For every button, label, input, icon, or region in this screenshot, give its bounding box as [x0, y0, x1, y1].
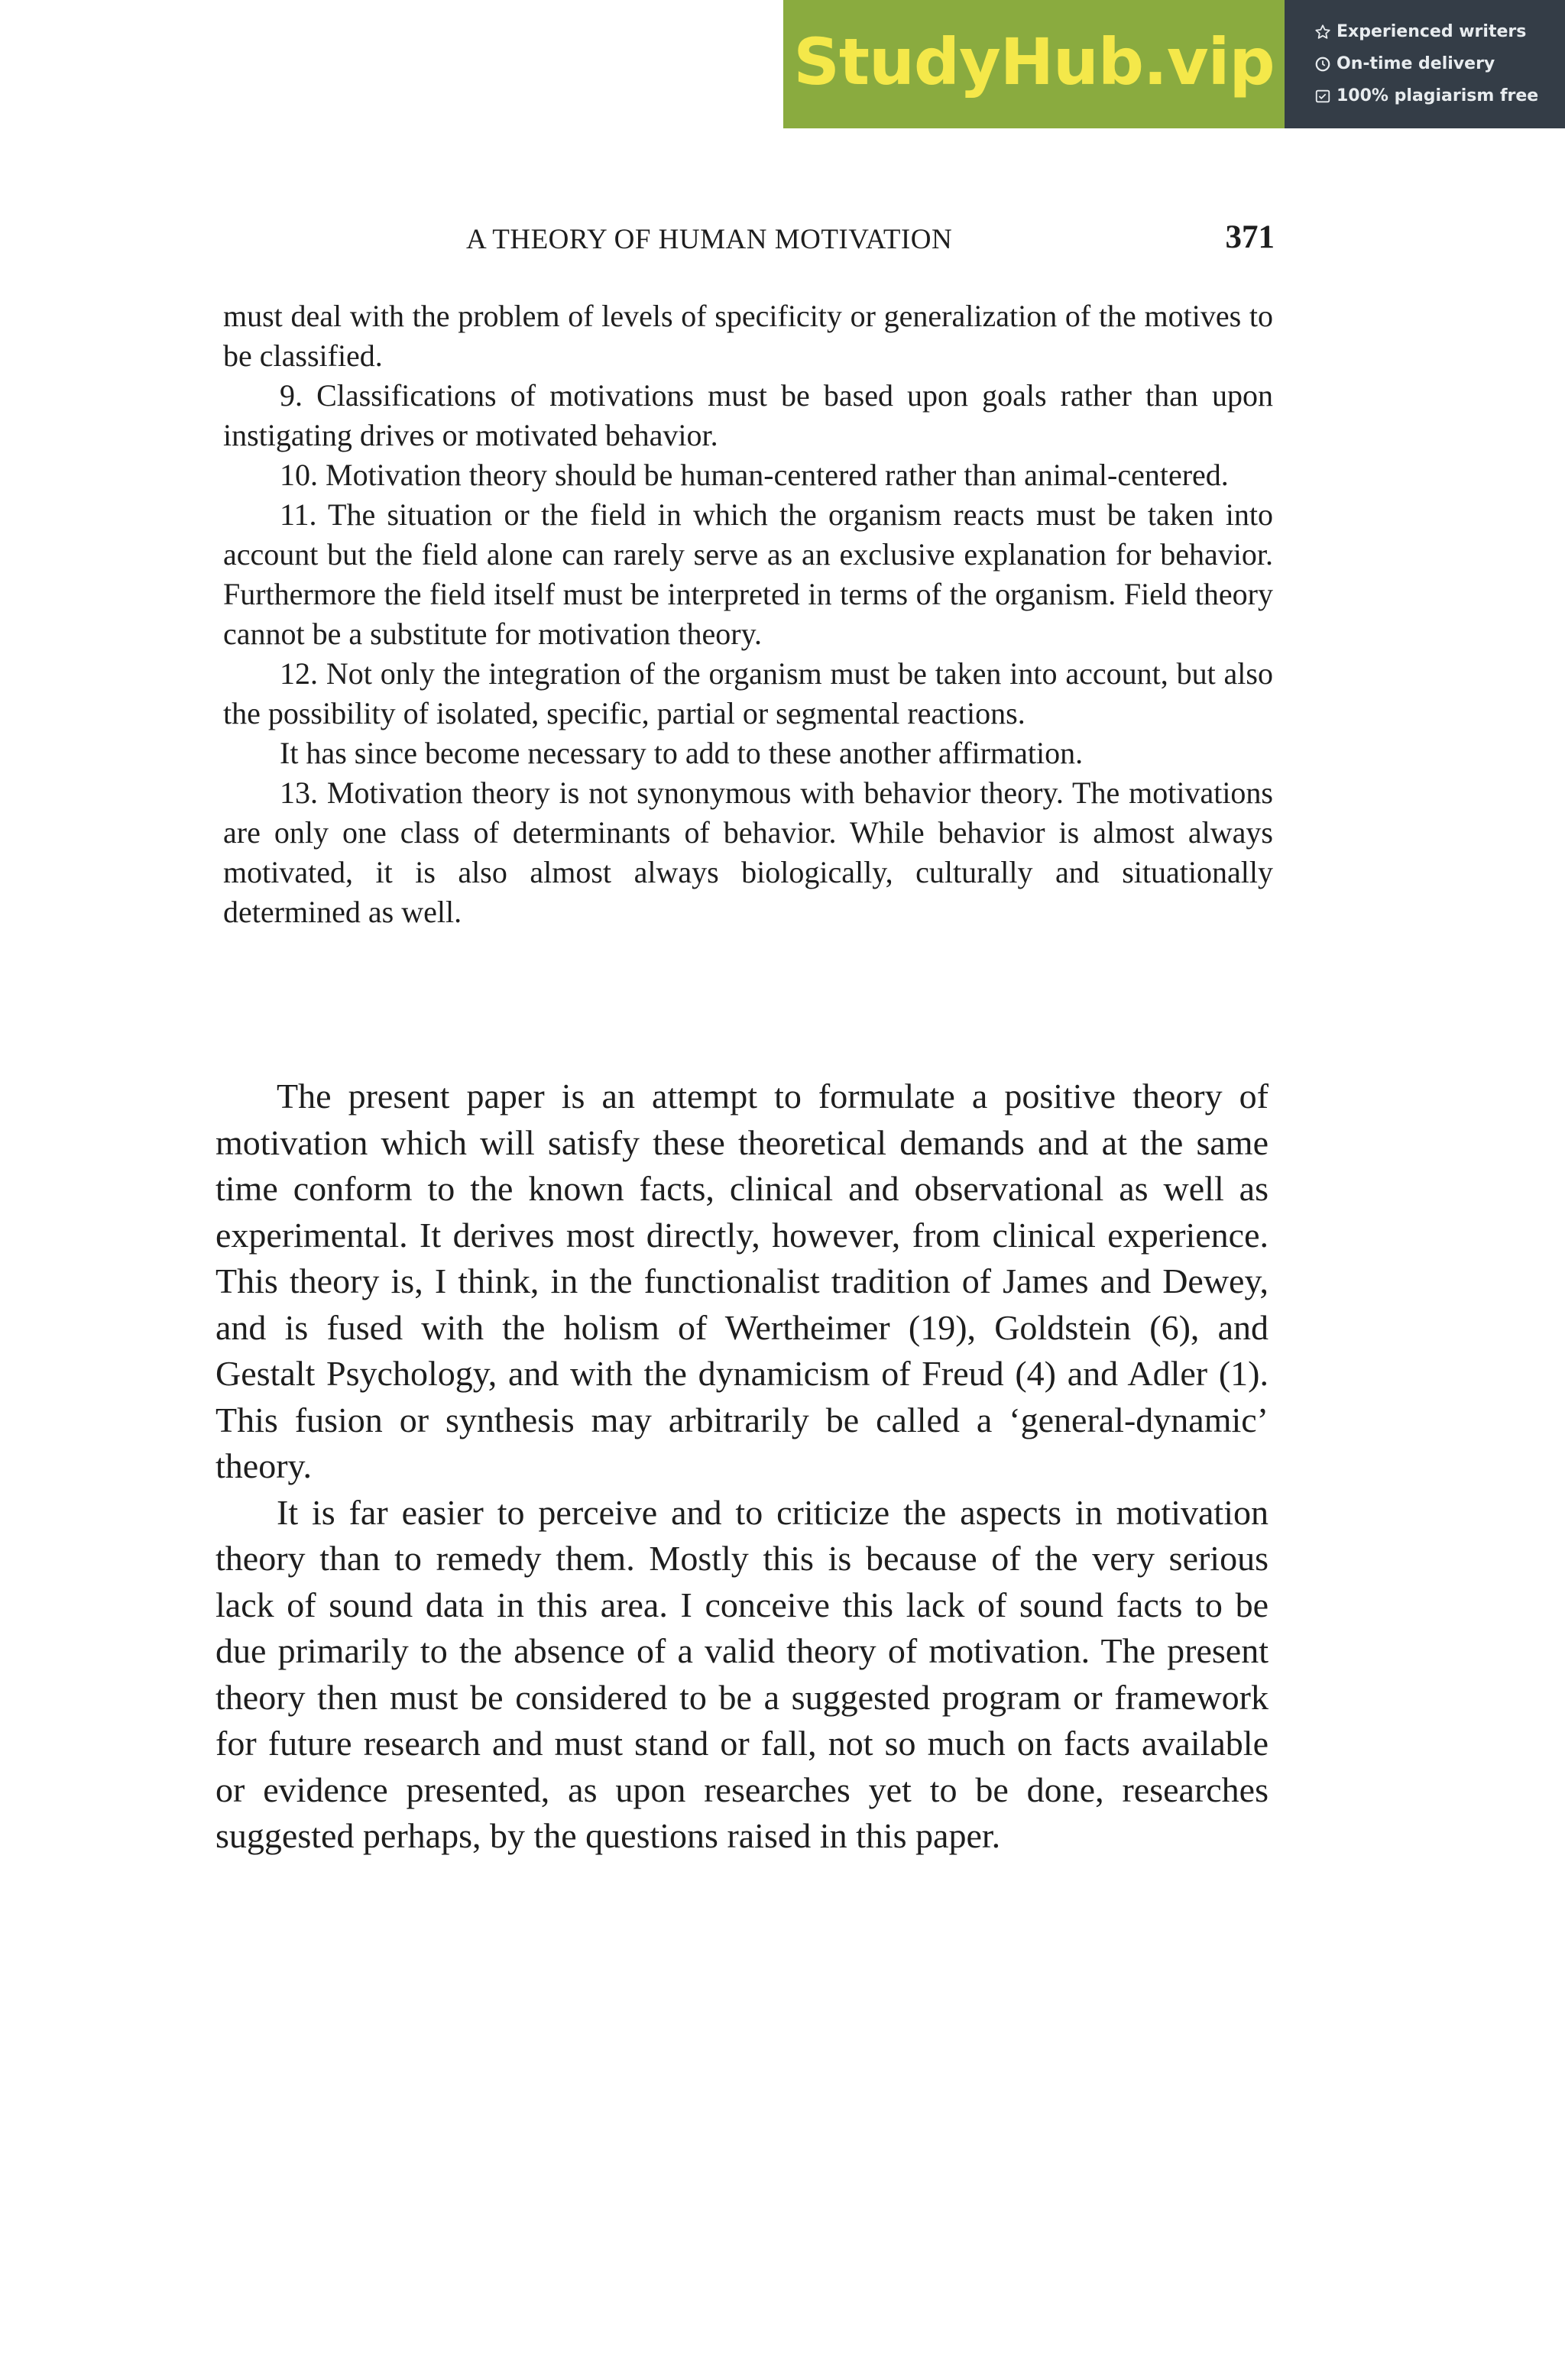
paragraph: It is far easier to perceive and to criticize the aspects in motivation theory than to remedy them. Mostly this is because of the very serious lack of sound data in this area. I conceive this lack of sound facts to be due primarily to the absence of a valid theory of motivation. The present theory then must be considered to be a suggested program or framework for future research and must stand or fall, not so much on facts available or evidence presented, as upon researches yet to be done, researches suggested perhaps, by the questions raised in this paper.	[215, 1492, 1269, 1855]
paragraph: It has since become necessary to add to these another affirmation.	[280, 736, 1084, 770]
requirements-list	[223, 296, 1273, 932]
list-item: 13. Motivation theory is not synonymous with behavior theory. The motivations are only one class of determinants of behavior. While behavior is almost always motivated, it is also almost always biologically, culturally and situationally determined as well.	[223, 776, 1273, 929]
page-number: 371	[1225, 219, 1275, 255]
list-item: 12. Not only the integration of the organism must be taken into account, but also the possibility of isolated, specific, partial or segmental reactions.	[223, 656, 1273, 730]
paragraph: must deal with the problem of levels of specificity or generalization of the motives to be classified.	[223, 299, 1273, 373]
studyhub-logo[interactable]	[783, 0, 1285, 128]
feature-label: Experienced writers	[1337, 22, 1527, 41]
feature-plagiarism-free	[1314, 84, 1565, 108]
list-item: 11. The situation or the field in which the organism reacts must be taken into account but the field alone can rarely serve as an exclusive explanation for behavior. Furthermore the field itself must be interpreted in terms of the organism. Field theory cannot be a substitute for motivation theory.	[223, 497, 1273, 651]
body-text	[215, 1073, 1269, 1860]
feature-on-time-delivery	[1314, 52, 1565, 76]
feature-label: 100% plagiarism free	[1337, 86, 1539, 105]
star-icon	[1314, 23, 1332, 41]
feature-label: On-time delivery	[1337, 54, 1495, 73]
banner-features	[1285, 0, 1565, 128]
list-item: 10. Motivation theory should be human-centered rather than animal-centered.	[280, 458, 1229, 492]
list-item: 9. Classifications of motivations must be based upon goals rather than upon instigating drives or motivated behavior.	[223, 378, 1273, 452]
studyhub-banner[interactable]	[783, 0, 1565, 128]
running-title: A THEORY OF HUMAN MOTIVATION	[466, 224, 953, 255]
running-head	[222, 219, 1275, 260]
feature-experienced-writers	[1314, 20, 1565, 44]
logo-text: StudyHub.vip	[793, 24, 1275, 99]
paragraph: The present paper is an attempt to formulate a positive theory of motivation which will satisfy these theoretical demands and at the same time conform to the known facts, clinical and observational as well as experimental. It derives most directly, however, from clinical experience. This theory is, I think, in the functionalist tradition of James and Dewey, and is fused with the holism of Wertheimer (19), Goldstein (6), and Gestalt Psychology, and with the dynamicism of Freud (4) and Adler (1). This fusion or synthesis may arbitrarily be called a ‘general-dynamic’ theory.	[215, 1077, 1269, 1485]
shield-icon	[1314, 87, 1332, 105]
clock-icon	[1314, 55, 1332, 73]
